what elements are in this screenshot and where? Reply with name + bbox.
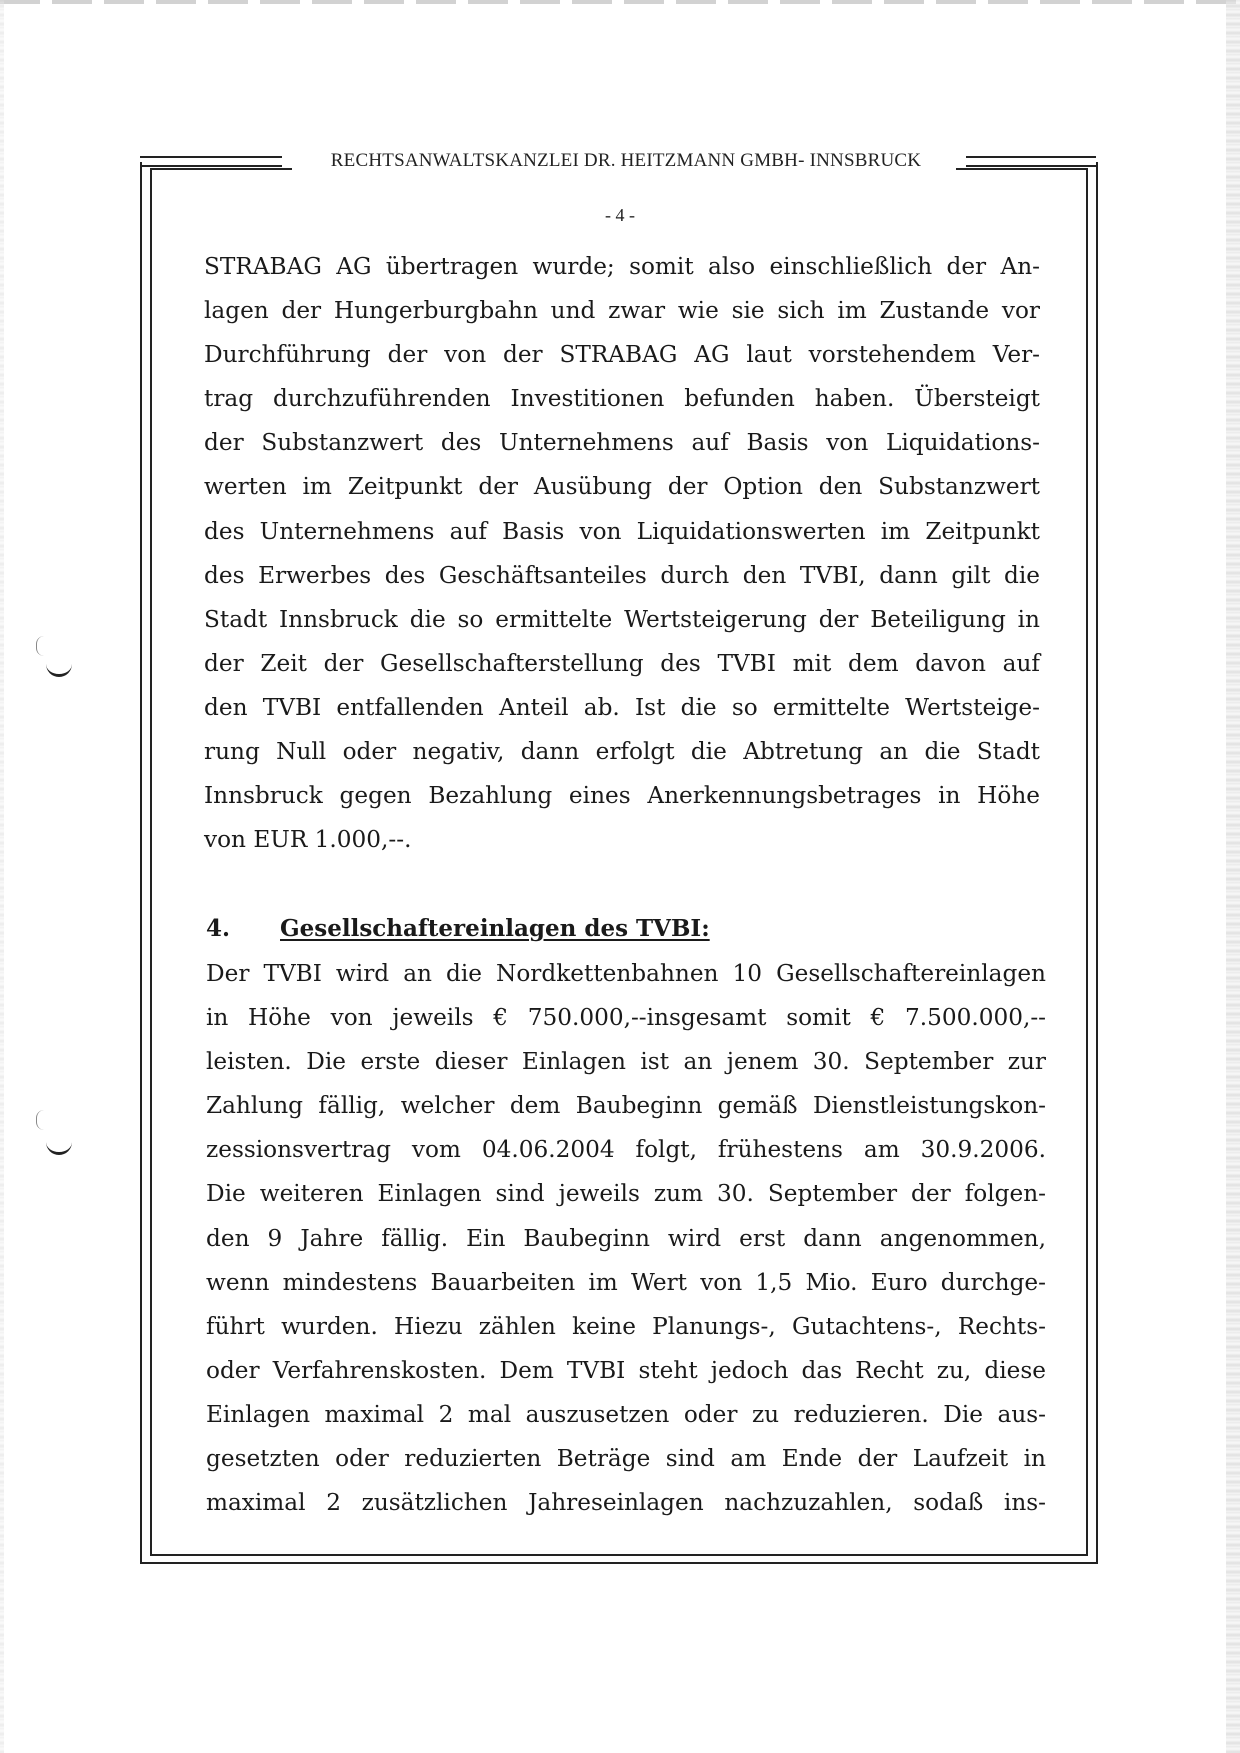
letterhead: [140, 150, 1096, 178]
text-line: werten im Zeitpunkt der Ausübung der Option den Substanzwert: [204, 473, 1040, 501]
section-title: Gesellschaftereinlagen des TVBI:: [280, 915, 710, 942]
text-line: der Substanzwert des Unternehmens auf Basis von Liquidations-: [204, 429, 1040, 457]
firm-name: RECHTSANWALTSKANZLEI DR. HEITZMANN GMBH- INNSBRUCK: [330, 150, 922, 171]
text-line: Die weiteren Einlagen sind jeweils zum 30. September der folgen-: [206, 1180, 1046, 1208]
letterhead-rule-right: [966, 156, 1096, 167]
text-line: trag durchzuführenden Investitionen befunden haben. Übersteigt: [204, 385, 1040, 413]
paragraph-continued: [204, 245, 1040, 862]
text-line: von EUR 1.000,--.: [204, 826, 412, 854]
text-line: zessionsvertrag vom 04.06.2004 folgt, frühestens am 30.9.2006.: [206, 1136, 1046, 1164]
section-body: [206, 952, 1046, 1525]
check-mark-icon: [46, 1138, 72, 1155]
text-line: Durchführung der von der STRABAG AG laut vorstehendem Ver-: [204, 341, 1040, 369]
text-line: leisten. Die erste dieser Einlagen ist an jenem 30. September zur: [206, 1048, 1046, 1076]
text-line: des Unternehmens auf Basis von Liquidationswerten im Zeitpunkt: [204, 517, 1040, 545]
text-line: Innsbruck gegen Bezahlung eines Anerkennungsbetrages in Höhe: [204, 782, 1040, 810]
check-mark-icon: [46, 660, 72, 677]
text-line: STRABAG AG übertragen wurde; somit also einschließlich der An-: [204, 253, 1040, 280]
letterhead-rule-left: [140, 156, 282, 167]
text-line: den TVBI entfallenden Anteil ab. Ist die so ermittelte Wertsteige-: [204, 693, 1040, 721]
text-line: Stadt Innsbruck die so ermittelte Wertsteigerung der Beteiligung in: [204, 605, 1040, 633]
text-line: der Zeit der Gesellschafterstellung des TVBI mit dem davon auf: [204, 649, 1040, 677]
margin-tick: [36, 1110, 45, 1130]
margin-tick: [36, 636, 45, 656]
text-line: Zahlung fällig, welcher dem Baubeginn gemäß Dienstleistungskon-: [206, 1092, 1046, 1120]
text-line: rung Null oder negativ, dann erfolgt die Abtretung an die Stadt: [204, 738, 1040, 766]
text-line: maximal 2 zusätzlichen Jahreseinlagen nachzuzahlen, sodaß ins-: [206, 1489, 1046, 1517]
text-line: den 9 Jahre fällig. Ein Baubeginn wird erst dann angenommen,: [206, 1224, 1046, 1252]
section-number: 4.: [206, 915, 231, 942]
page-number: - 4 -: [605, 205, 635, 225]
text-line: des Erwerbes des Geschäftsanteiles durch den TVBI, dann gilt die: [204, 561, 1040, 589]
text-line: lagen der Hungerburgbahn und zwar wie sie sich im Zustande vor: [204, 297, 1040, 325]
scan-top-edge: [0, 0, 1240, 4]
scan-left-edge: [0, 0, 4, 1753]
text-line: in Höhe von jeweils € 750.000,--insgesamt somit € 7.500.000,--: [206, 1004, 1046, 1032]
text-line: Einlagen maximal 2 mal auszusetzen oder zu reduzieren. Die aus-: [206, 1400, 1046, 1428]
text-line: oder Verfahrenskosten. Dem TVBI steht jedoch das Recht zu, diese: [206, 1356, 1046, 1384]
text-line: führt wurden. Hiezu zählen keine Planungs-, Gutachtens-, Rechts-: [206, 1312, 1046, 1340]
scan-right-edge: [1226, 0, 1240, 1753]
text-line: wenn mindestens Bauarbeiten im Wert von 1,5 Mio. Euro durchge-: [206, 1268, 1046, 1296]
text-line: Der TVBI wird an die Nordkettenbahnen 10 Gesellschaftereinlagen: [206, 960, 1046, 987]
section-heading: [206, 909, 710, 949]
text-line: gesetzten oder reduzierten Beträge sind am Ende der Laufzeit in: [206, 1445, 1046, 1473]
